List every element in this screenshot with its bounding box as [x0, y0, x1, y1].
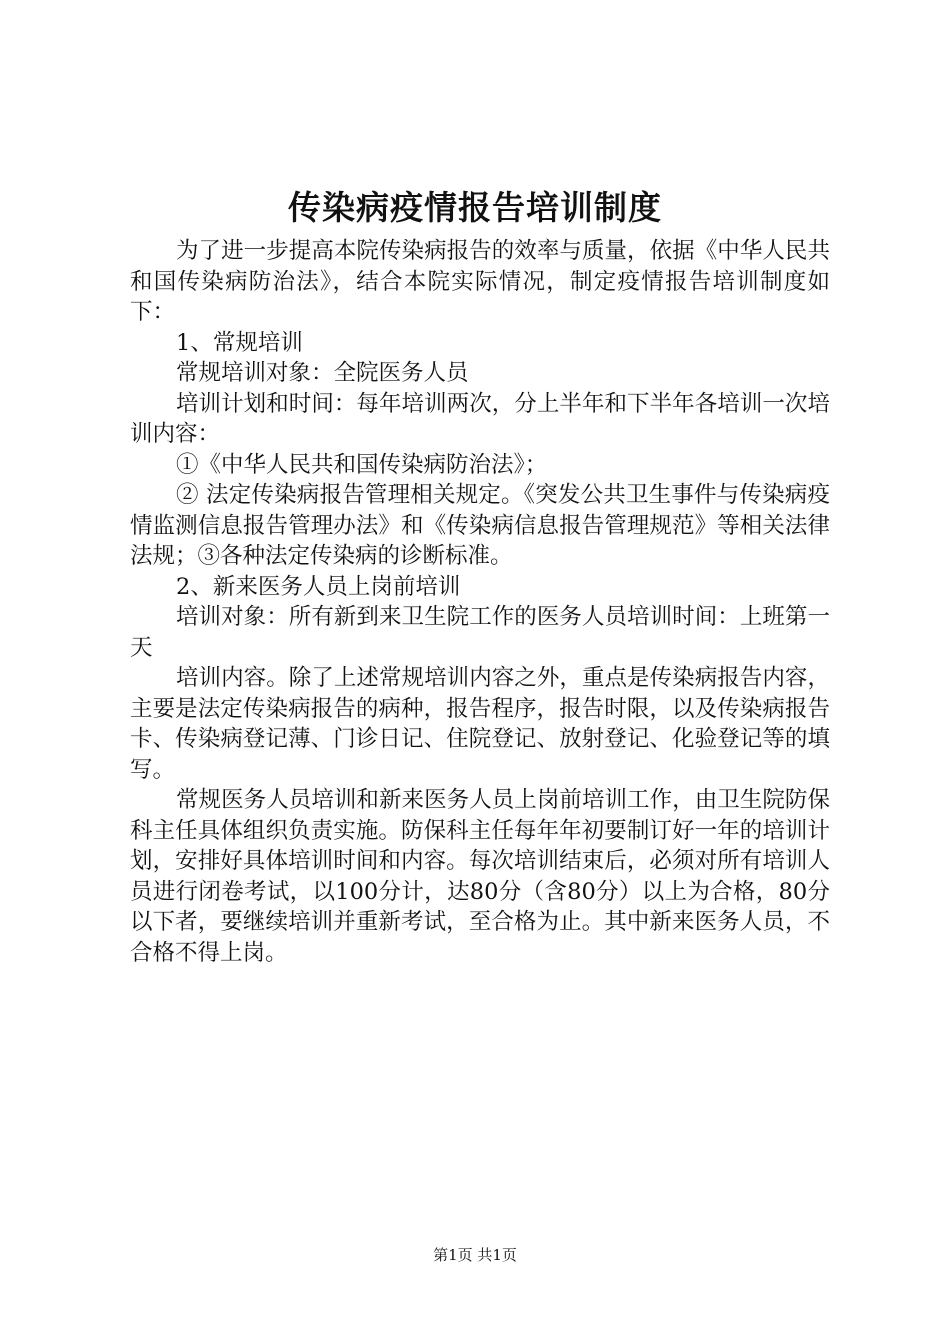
section-heading-routine-training: 1、常规培训	[176, 329, 303, 356]
paragraph-organization: 常规医务人员培训和新来医务人员上岗前培训工作，由卫生院防保科主任具体组织负责实施。防保科主任每年年初要制订好一年的培训计划，安排好具体培训时间和内容。每次培训结束后，必须对所有培训人员进行闭卷考试，以100分计，达80分（含80分）以上为合格，80分以下者，要继续培训并重新考试，至合格为止。其中新来医务人员，不合格不得上岗。	[130, 787, 830, 966]
page-number-footer: 第1页 共1页	[433, 1246, 517, 1264]
document-title: 传染病疫情报告培训制度	[288, 188, 662, 227]
paragraph-new-staff-content: 培训内容。除了上述常规培训内容之外，重点是传染病报告内容，主要是法定传染病报告的病种，报告程序，报告时限，以及传染病报告卡、传染病登记薄、门诊日记、住院登记、放射登记、化验登记等的填写。	[130, 665, 830, 783]
paragraph-new-staff-target: 培训对象：所有新到来卫生院工作的医务人员培训时间：上班第一天	[130, 604, 830, 661]
list-item-regulations: ② 法定传染病报告管理相关规定。《突发公共卫生事件与传染病疫情监测信息报告管理办法》和《传染病信息报告管理规范》等相关法律法规；③各种法定传染病的诊断标准。	[130, 482, 830, 569]
paragraph-intro: 为了进一步提高本院传染病报告的效率与质量，依据《中华人民共和国传染病防治法》，结合本院实际情况，制定疫情报告培训制度如下：	[130, 238, 830, 325]
list-item-law: ①《中华人民共和国传染病防治法》；	[176, 451, 548, 478]
document-body	[130, 236, 830, 968]
paragraph-routine-schedule: 培训计划和时间：每年培训两次，分上半年和下半年各培训一次培训内容：	[130, 390, 830, 447]
paragraph-routine-target: 常规培训对象：全院医务人员	[176, 360, 469, 386]
section-heading-new-staff-training: 2、新来医务人员上岗前培训	[176, 573, 461, 600]
